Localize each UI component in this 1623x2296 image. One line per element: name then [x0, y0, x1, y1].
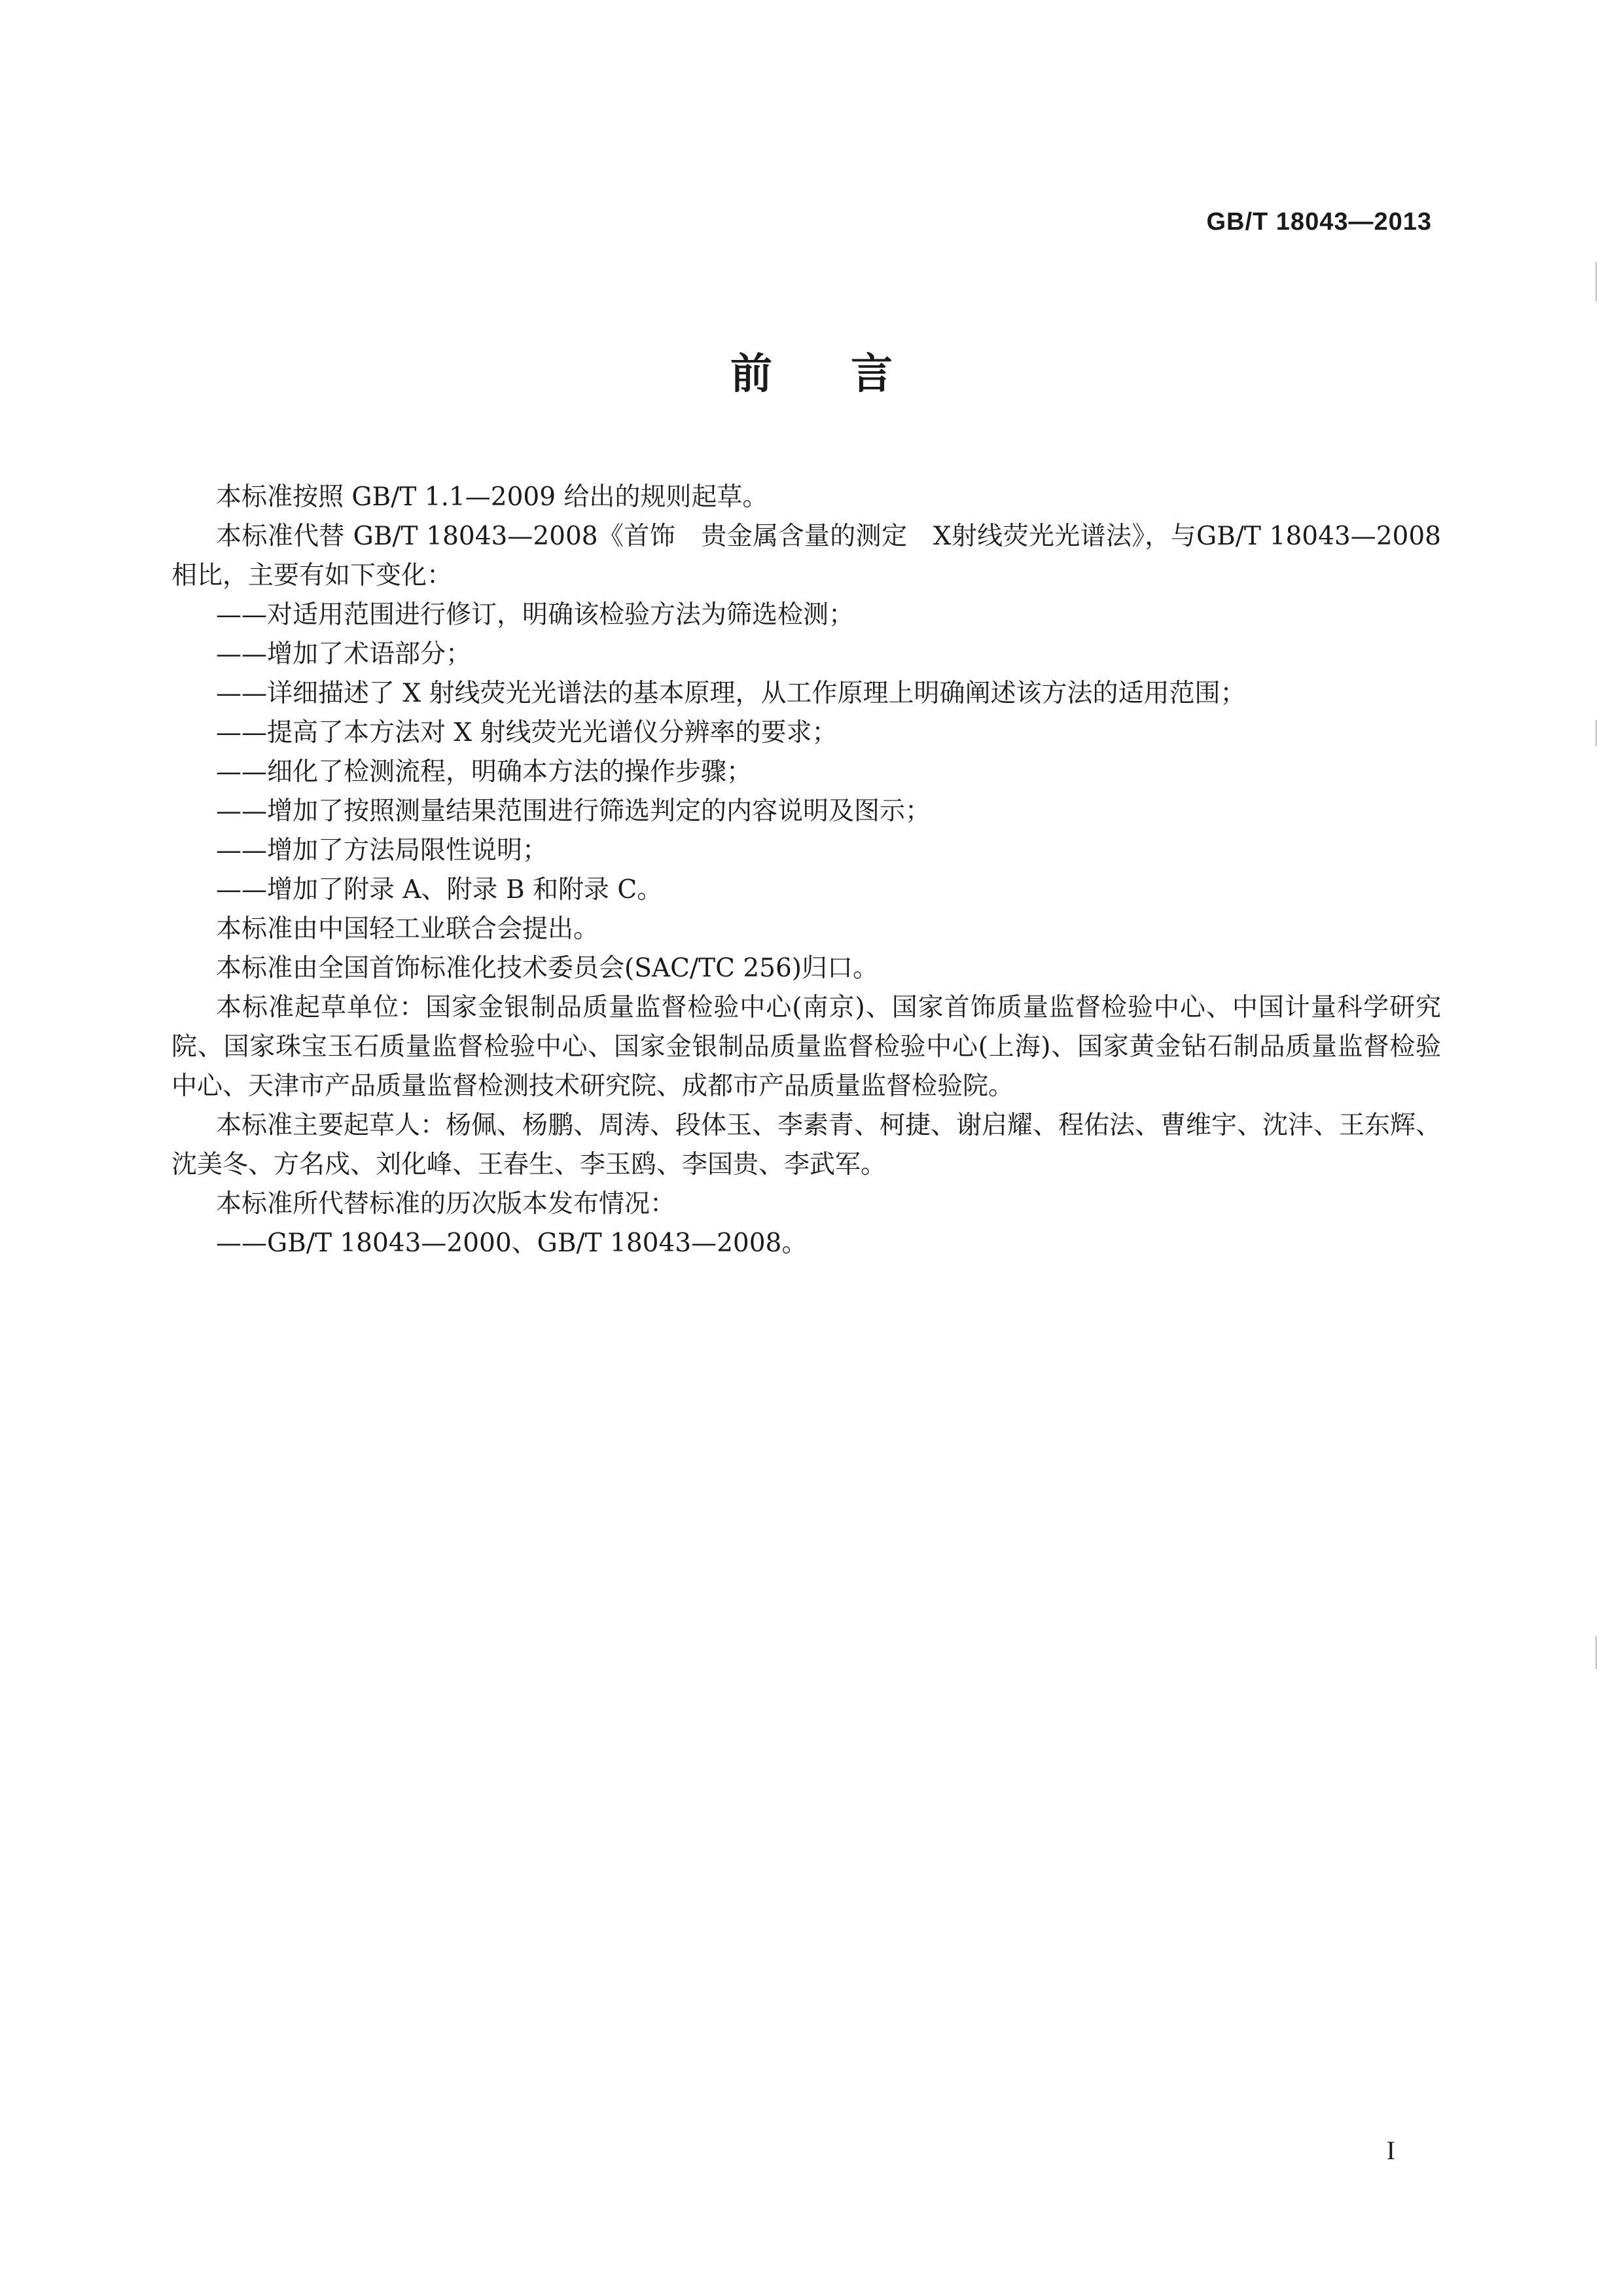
- paragraph: 本标准所代替标准的历次版本发布情况：: [216, 1189, 676, 1219]
- page-title: 前言: [730, 350, 971, 399]
- previous-versions-item: ——GB/T 18043—2000、GB/T 18043—2008。: [216, 1229, 808, 1258]
- change-list-item: ——增加了术语部分；: [216, 639, 472, 669]
- scan-edge-mark: [1596, 1636, 1597, 1669]
- paragraph: 本标准代替 GB/T 18043—2008《首饰 贵金属含量的测定 X射线荧光光谱法》，与GB/T 18043—2008 相比，主要有如下变化：: [171, 522, 1441, 590]
- drafters-paragraph: 本标准主要起草人：杨佩、杨鹏、周涛、段体玉、李素青、柯捷、谢启耀、程佑法、曹维宇、沈沣、王东辉、沈美冬、方名戍、刘化峰、王春生、李玉鸥、李国贵、李武军。: [171, 1111, 1442, 1179]
- paragraph: 本标准按照 GB/T 1.1—2009 给出的规则起草。: [216, 482, 768, 512]
- preface-body: [171, 478, 1441, 1263]
- change-list-item: ——增加了附录 A、附录 B 和附录 C。: [216, 875, 663, 905]
- scan-edge-mark: [1596, 262, 1597, 301]
- change-list-item: ——增加了按照测量结果范围进行筛选判定的内容说明及图示；: [216, 797, 931, 826]
- paragraph: 本标准由全国首饰标准化技术委员会(SAC/TC 256)归口。: [216, 954, 878, 983]
- scan-edge-mark: [1596, 720, 1597, 746]
- change-list-item: ——增加了方法局限性说明；: [216, 836, 548, 865]
- standard-code: GB/T 18043—2013: [1206, 208, 1432, 236]
- change-list-item: ——提高了本方法对 X 射线荧光光谱仪分辨率的要求；: [216, 718, 838, 747]
- drafting-units-paragraph: 本标准起草单位：国家金银制品质量监督检验中心(南京)、国家首饰质量监督检验中心、中国计量科学研究院、国家珠宝玉石质量监督检验中心、国家金银制品质量监督检验中心(上海)、国家黄金钻石制品质量监督检验中心、天津市产品质量监督检测技术研究院、成都市产品质量监督检验院。: [171, 993, 1441, 1101]
- change-list-item: ——详细描述了 X 射线荧光光谱法的基本原理，从工作原理上明确阐述该方法的适用范围；: [216, 679, 1246, 708]
- change-list-item: ——细化了检测流程，明确本方法的操作步骤；: [216, 757, 753, 787]
- page-number: I: [1386, 2136, 1395, 2165]
- change-list-item: ——对适用范围进行修订，明确该检验方法为筛选检测；: [216, 600, 855, 630]
- paragraph: 本标准由中国轻工业联合会提出。: [216, 914, 599, 944]
